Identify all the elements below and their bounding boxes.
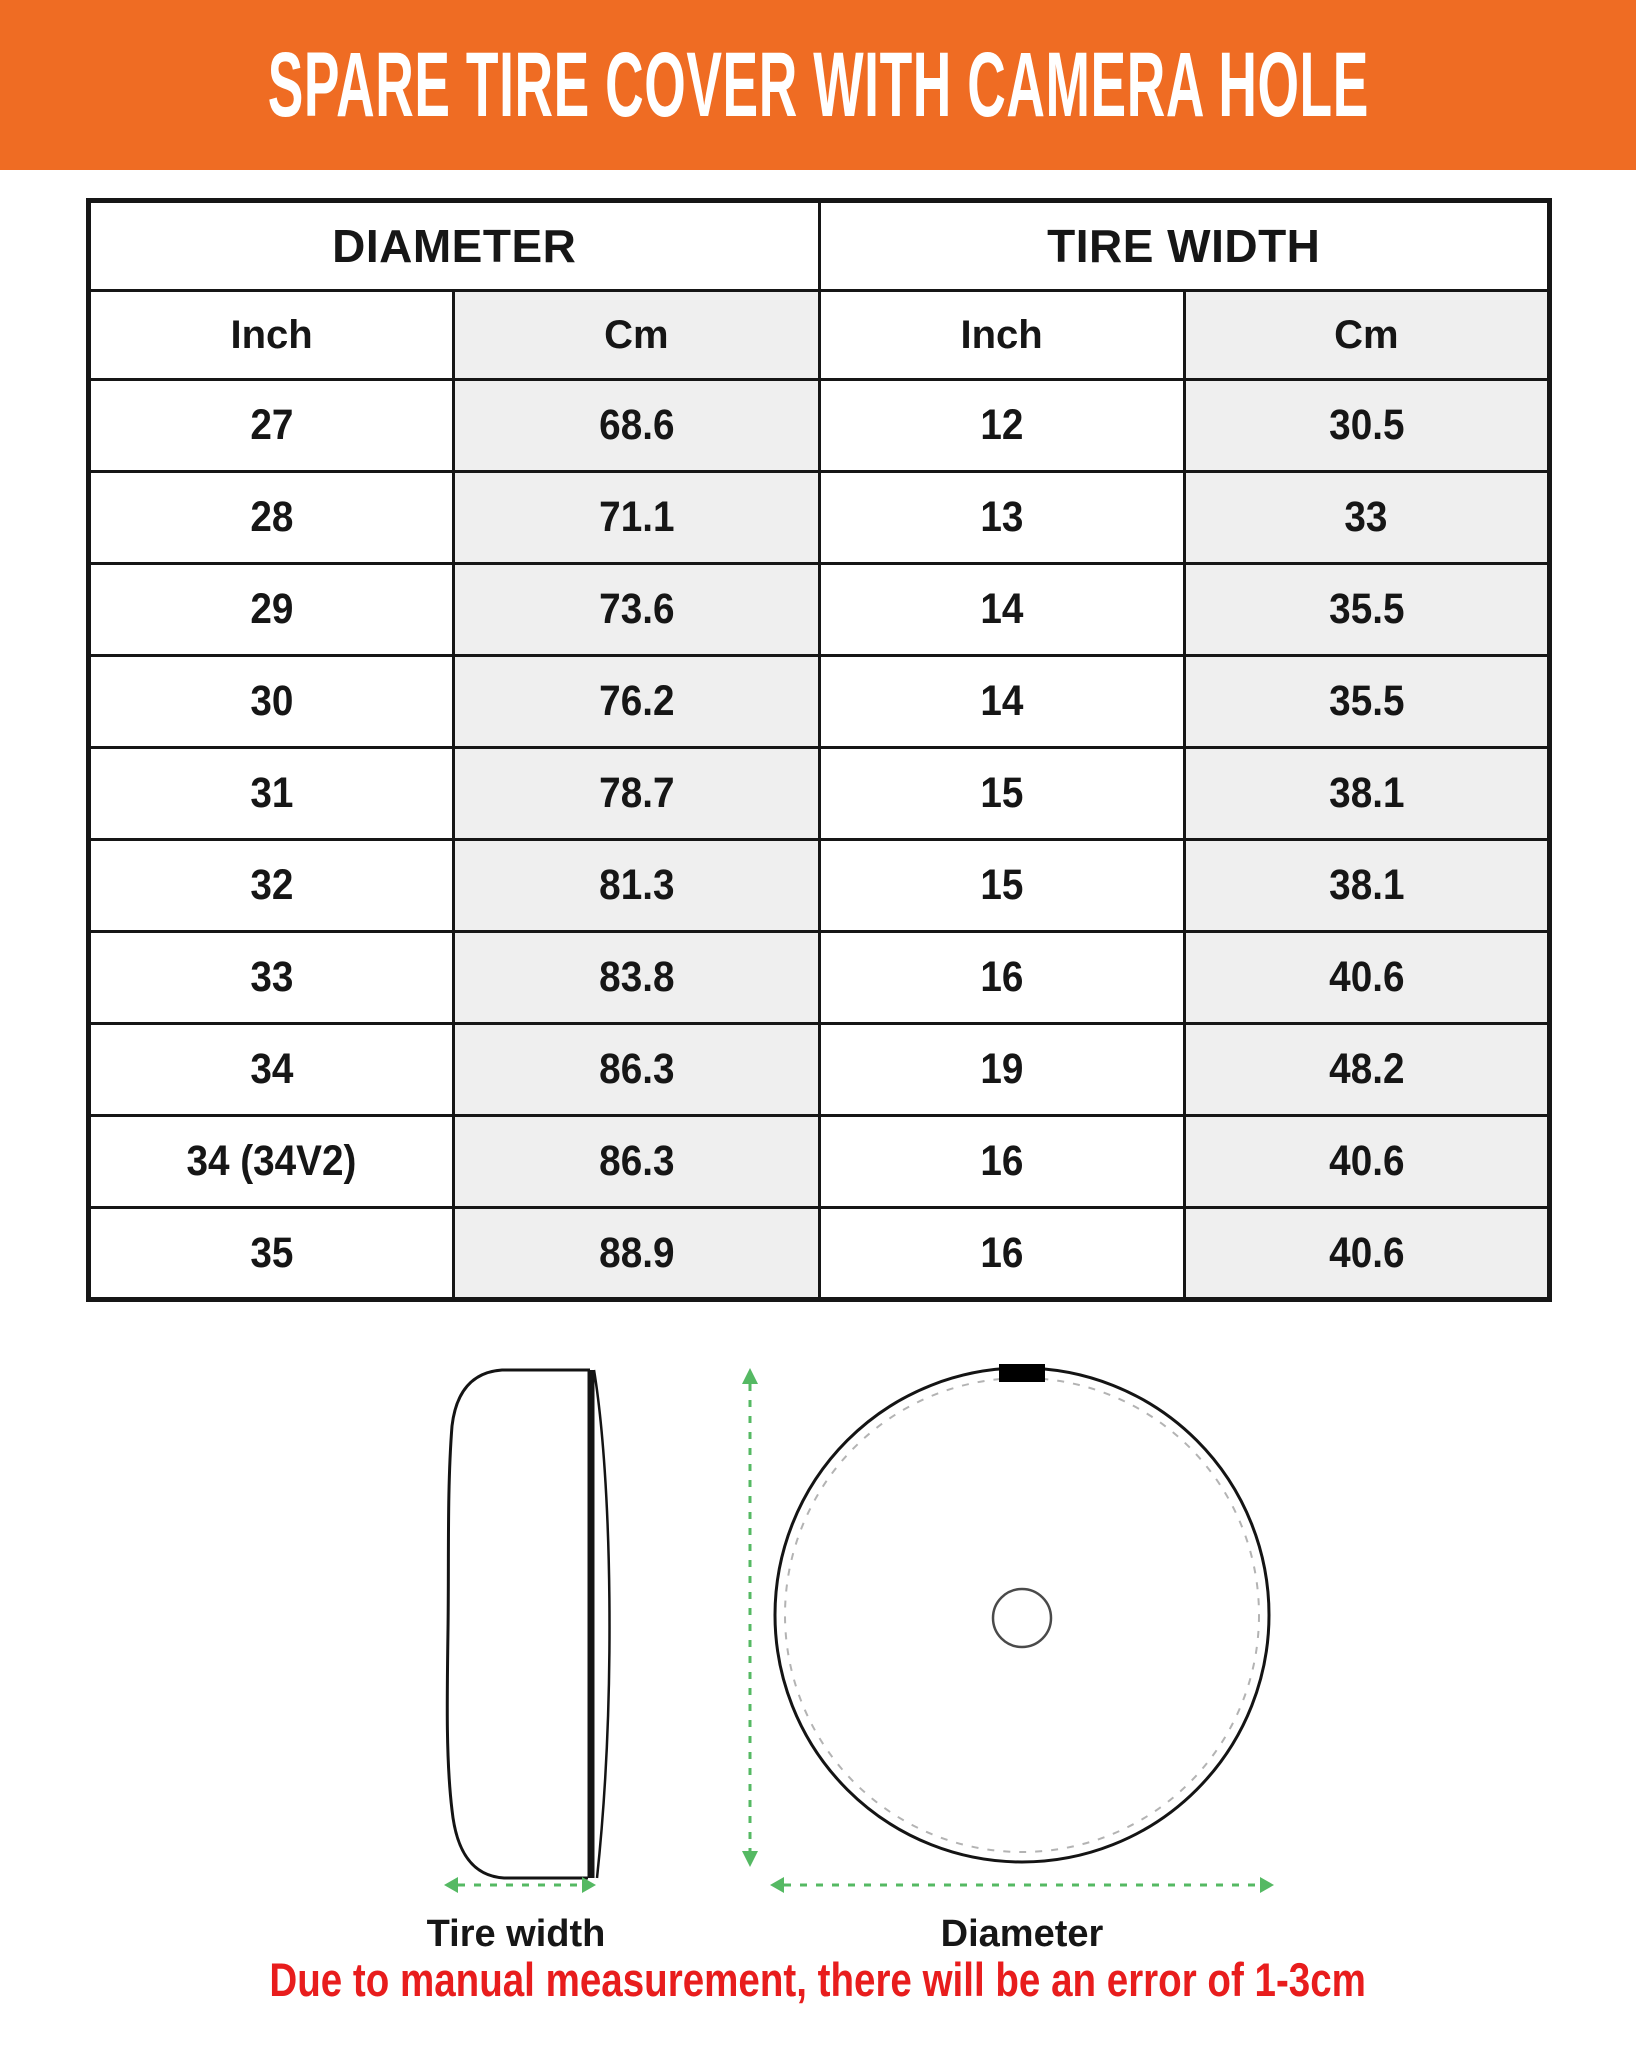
title-banner [0, 0, 1636, 170]
tirewidth-inch-cell: 13 [819, 472, 1184, 564]
table-row [89, 656, 1550, 748]
diameter-cm-cell: 68.6 [454, 380, 819, 472]
size-table [86, 198, 1552, 1302]
diameter-inch-cell: 30 [89, 656, 454, 748]
tirewidth-inch-cell: 16 [819, 1116, 1184, 1208]
measurement-note-text: Due to manual measurement, there will be an error of 1-3cm [269, 1953, 1367, 2006]
table-row [89, 1116, 1550, 1208]
tirewidth-cm-cell: 35.5 [1184, 564, 1549, 656]
diameter-label: Diameter [940, 1913, 1104, 1955]
arrow-down-icon [742, 1851, 758, 1867]
column-group-tire-width: TIRE WIDTH [819, 201, 1550, 291]
diameter-inch-cell: 29 [89, 564, 454, 656]
tirewidth-cm-cell: 40.6 [1184, 1116, 1549, 1208]
diameter-cm-cell: 78.7 [454, 748, 819, 840]
diameter-inch-cell: 34 (34V2) [89, 1116, 454, 1208]
diameter-inch-cell: 28 [89, 472, 454, 564]
arrow-up-icon [742, 1368, 758, 1384]
tirewidth-inch-cell: 16 [819, 932, 1184, 1024]
diameter-inch-cell: 31 [89, 748, 454, 840]
measurement-note [0, 1952, 1636, 2008]
table-row [89, 932, 1550, 1024]
tire-side-rim-edge [594, 1370, 609, 1878]
table-row [89, 564, 1550, 656]
table-group-header-row [89, 201, 1550, 291]
diameter-cm-cell: 76.2 [454, 656, 819, 748]
diameter-inch-cell: 32 [89, 840, 454, 932]
column-header-tirewidth-cm: Cm [1184, 291, 1549, 380]
tirewidth-inch-cell: 15 [819, 748, 1184, 840]
column-header-diameter-inch: Inch [89, 291, 454, 380]
diameter-inch-cell: 35 [89, 1208, 454, 1300]
diameter-cm-cell: 83.8 [454, 932, 819, 1024]
arrow-right-icon [582, 1877, 596, 1893]
diameter-cm-cell: 88.9 [454, 1208, 819, 1300]
diameter-inch-cell: 27 [89, 380, 454, 472]
tirewidth-cm-cell: 33 [1184, 472, 1549, 564]
tirewidth-inch-cell: 15 [819, 840, 1184, 932]
table-subheader-row [89, 291, 1550, 380]
table-row [89, 380, 1550, 472]
diameter-inch-cell: 33 [89, 932, 454, 1024]
tire-diagram [0, 1330, 1636, 1960]
page-title: SPARE TIRE COVER WITH CAMERA HOLE [267, 34, 1369, 136]
column-header-tirewidth-inch: Inch [819, 291, 1184, 380]
tirewidth-inch-cell: 12 [819, 380, 1184, 472]
tirewidth-cm-cell: 38.1 [1184, 840, 1549, 932]
tirewidth-cm-cell: 40.6 [1184, 1208, 1549, 1300]
diameter-cm-cell: 73.6 [454, 564, 819, 656]
tire-width-label: Tire width [426, 1913, 606, 1955]
tire-side-view-outline [447, 1370, 590, 1878]
tirewidth-cm-cell: 30.5 [1184, 380, 1549, 472]
tirewidth-cm-cell: 48.2 [1184, 1024, 1549, 1116]
table-row [89, 1024, 1550, 1116]
tirewidth-cm-cell: 38.1 [1184, 748, 1549, 840]
diameter-cm-cell: 86.3 [454, 1116, 819, 1208]
diameter-inch-cell: 34 [89, 1024, 454, 1116]
tirewidth-cm-cell: 40.6 [1184, 932, 1549, 1024]
table-row [89, 748, 1550, 840]
tirewidth-inch-cell: 19 [819, 1024, 1184, 1116]
arrow-right-icon [1260, 1877, 1274, 1893]
table-row [89, 840, 1550, 932]
tirewidth-cm-cell: 35.5 [1184, 656, 1549, 748]
arrow-left-icon [770, 1877, 784, 1893]
camera-hole-circle [993, 1589, 1051, 1647]
table-row [89, 1208, 1550, 1300]
tirewidth-inch-cell: 14 [819, 564, 1184, 656]
camera-hole-marker [999, 1364, 1045, 1382]
diameter-cm-cell: 86.3 [454, 1024, 819, 1116]
arrow-left-icon [444, 1877, 458, 1893]
diameter-cm-cell: 71.1 [454, 472, 819, 564]
column-header-diameter-cm: Cm [454, 291, 819, 380]
tirewidth-inch-cell: 14 [819, 656, 1184, 748]
diameter-cm-cell: 81.3 [454, 840, 819, 932]
column-group-diameter: DIAMETER [89, 201, 820, 291]
tirewidth-inch-cell: 16 [819, 1208, 1184, 1300]
table-row [89, 472, 1550, 564]
